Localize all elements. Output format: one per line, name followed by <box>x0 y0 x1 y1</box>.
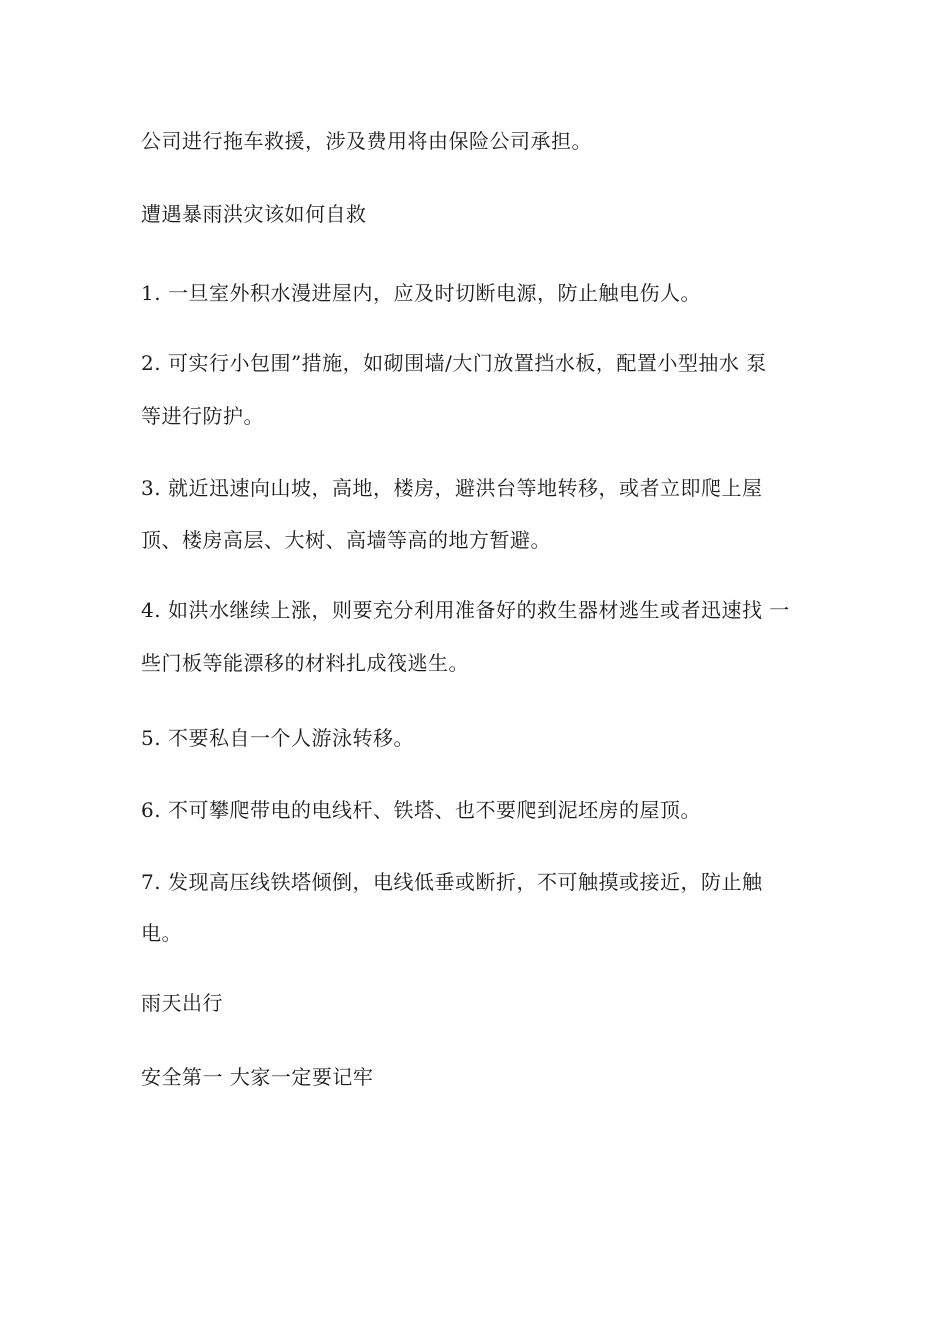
list-item-2-line-2: 等进行防护。 <box>141 404 264 428</box>
list-item-6: 6. 不可攀爬带电的电线杆、铁塔、也不要爬到泥坯房的屋顶。 <box>141 798 701 822</box>
list-item-4-line-1: 4. 如洪水继续上涨，则要充分利用准备好的救生器材逃生或者迅速找 一 <box>141 598 790 622</box>
list-item-1: 1. 一旦室外积水漫进屋内，应及时切断电源，防止触电伤人。 <box>141 281 701 305</box>
closing-slogan: 安全第一 大家一定要记牢 <box>141 1065 374 1089</box>
list-item-2-line-1: 2. 可实行小包围”措施，如砌围墙/大门放置挡水板，配置小型抽水 泵 <box>141 351 767 375</box>
list-item-7-line-2: 电。 <box>141 921 182 945</box>
section-heading-flood-self-rescue: 遭遇暴雨洪灾该如何自救 <box>141 202 367 226</box>
list-item-7-line-1: 7. 发现高压线铁塔倾倒，电线低垂或断折，不可触摸或接近，防止触 <box>141 870 763 894</box>
list-item-3-line-2: 顶、楼房高层、大树、高墙等高的地方暂避。 <box>141 528 551 552</box>
section-heading-rainy-travel: 雨天出行 <box>141 991 223 1015</box>
list-item-3-line-1: 3. 就近迅速向山坡，高地，楼房，避洪台等地转移，或者立即爬上屋 <box>141 476 763 500</box>
paragraph-towing-cost: 公司进行拖车救援，涉及费用将由保险公司承担。 <box>141 129 592 153</box>
list-item-4-line-2: 些门板等能漂移的材料扎成筏逃生。 <box>141 651 469 675</box>
list-item-5: 5. 不要私自一个人游泳转移。 <box>141 726 414 750</box>
